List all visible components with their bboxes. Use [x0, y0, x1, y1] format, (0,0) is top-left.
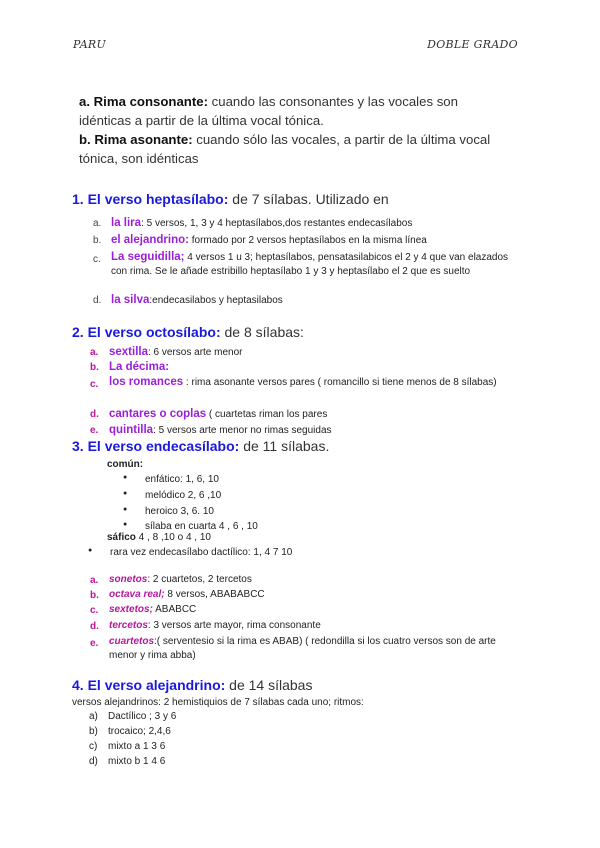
list-item: [93, 251, 521, 294]
item-marker: a.: [90, 347, 99, 358]
safico-label: sáfico: [107, 532, 136, 543]
item-text: :( serventesio si la rima es ABAB) ( redondilla si los cuatro versos son de arte menor y rima abba): [109, 636, 496, 661]
item-marker: c): [89, 741, 98, 752]
section-1-number: 1.: [72, 191, 84, 207]
list-item: [90, 408, 521, 424]
item-marker: c.: [90, 379, 99, 390]
item-marker: b.: [90, 362, 99, 373]
comun-item: ● sílaba en cuarta 4 , 6 , 10: [145, 521, 258, 532]
list-item: [89, 711, 408, 726]
item-keyword: quintilla: [109, 424, 154, 436]
item-text: mixto b 1 4 6: [108, 756, 166, 767]
item-text: : 3 versos arte mayor, rima consonante: [147, 620, 321, 631]
section-1-list: [93, 217, 521, 311]
section-4-list: [89, 711, 408, 771]
list-item: [90, 361, 521, 376]
item-marker: d.: [90, 409, 99, 420]
section-4-intro: versos alejandrinos: 2 hemistiquios de 7 sílabas cada uno; ritmos:: [72, 697, 364, 708]
comun-item: ● heroico 3, 6. 10: [145, 506, 214, 517]
item-marker: a.: [93, 218, 102, 229]
section-4-number: 4.: [72, 677, 84, 693]
list-item: [93, 217, 521, 234]
item-marker: b.: [93, 235, 102, 246]
rima-asonante-text: cuando sólo las vocales, a partir de la última vocal tónica, son idénticas: [79, 132, 491, 166]
header-right: DOBLE GRADO: [427, 38, 518, 51]
list-item: [89, 726, 408, 741]
item-text: : rima asonante versos pares ( romancillo si tiene menos de 8 sílabas): [183, 377, 497, 388]
comun-item: ● enfático: 1, 6, 10: [145, 474, 219, 485]
section-2-heading: [72, 324, 304, 340]
rima-consonante: [79, 92, 509, 130]
item-marker: e.: [90, 638, 99, 649]
item-marker: a): [89, 711, 98, 722]
item-keyword: sextilla: [109, 346, 148, 358]
item-text: mixto a 1 3 6: [108, 741, 166, 752]
section-3-title: El verso endecasílabo:: [87, 438, 240, 454]
comun-label: común:: [107, 459, 144, 470]
list-item: [90, 574, 521, 589]
item-marker: d.: [90, 621, 99, 632]
item-keyword: tercetos: [109, 620, 148, 631]
section-4-heading: [72, 677, 312, 693]
item-text: : 5 versos arte menor no rimas seguidas: [153, 425, 332, 436]
safico-line: [107, 532, 211, 543]
section-3-list: [90, 574, 521, 665]
section-4-title: El verso alejandrino:: [87, 677, 226, 693]
item-marker: d.: [93, 295, 102, 306]
rima-asonante-label: b. Rima asonante:: [79, 132, 193, 147]
item-marker: a.: [90, 575, 99, 586]
item-text: :endecasilabos y heptasilabos: [149, 295, 283, 306]
section-2-number: 2.: [72, 324, 84, 340]
item-text: ABABCC: [152, 604, 197, 615]
item-keyword: octava real;: [109, 589, 165, 600]
section-1-rest: de 7 sílabas. Utilizado en: [228, 191, 389, 207]
item-text: Dactílico ; 3 y 6: [108, 711, 177, 722]
item-keyword: el alejandrino:: [111, 234, 189, 246]
list-item: [90, 635, 521, 665]
list-item: [93, 234, 521, 251]
rima-asonante: [79, 130, 509, 168]
item-text: : 6 versos arte menor: [148, 347, 243, 358]
section-3-number: 3.: [72, 438, 84, 454]
item-keyword: la lira: [111, 217, 142, 229]
item-keyword: cuartetos: [109, 636, 155, 647]
item-keyword: La seguidilla;: [111, 251, 185, 263]
item-keyword: La décima:: [109, 361, 170, 373]
list-item: [90, 376, 521, 408]
comun-item: ● melódico 2, 6 ,10: [145, 490, 221, 501]
list-item: [90, 424, 521, 439]
item-marker: c.: [90, 605, 99, 616]
item-keyword: los romances: [109, 376, 184, 388]
item-keyword: sonetos: [109, 574, 148, 585]
list-item: [89, 741, 408, 756]
item-keyword: la silva: [111, 294, 150, 306]
item-text: : 2 cuartetos, 2 tercetos: [147, 574, 252, 585]
list-item: [90, 589, 521, 604]
section-2-rest: de 8 sílabas:: [220, 324, 304, 340]
list-item: [90, 620, 521, 635]
list-item: [93, 294, 521, 311]
rima-consonante-label: a. Rima consonante:: [79, 94, 208, 109]
section-3-rest: de 11 sílabas.: [239, 438, 330, 454]
item-text: trocaico; 2,4,6: [108, 726, 171, 737]
item-marker: d): [89, 756, 98, 767]
safico-text: 4 , 8 ,10 o 4 , 10: [135, 532, 211, 543]
section-1-heading: [72, 191, 389, 207]
item-text: 8 versos, ABABABCC: [164, 589, 265, 600]
item-text: ( cuartetas riman los pares: [206, 409, 328, 420]
section-1-title: El verso heptasílabo:: [87, 191, 229, 207]
item-keyword: cantares o coplas: [109, 408, 207, 420]
section-4-rest: de 14 sílabas: [225, 677, 313, 693]
section-3-heading: [72, 438, 329, 454]
item-text: : 5 versos, 1, 3 y 4 heptasílabos,dos restantes endecasílabos: [141, 218, 413, 229]
section-2-title: El verso octosílabo:: [87, 324, 221, 340]
item-text: 4 versos 1 u 3; heptasílabos, pensatasilabicos el 2 y 4 que van elazados con rima. Se le añade estribillo heptasílabo 1 y 3 y heptasílabo el 2 que es suelto: [111, 252, 509, 277]
header-left: PARU: [73, 38, 107, 51]
rara-vez-item: ● rara vez endecasílabo dactílico: 1, 4 7 10: [110, 547, 292, 558]
item-marker: c.: [93, 254, 101, 265]
list-item: [89, 756, 408, 771]
section-2-list: [90, 346, 521, 439]
item-text: formado por 2 versos heptasílabos en la misma línea: [188, 235, 427, 246]
item-marker: b): [89, 726, 98, 737]
list-item: [90, 604, 521, 620]
item-keyword: sextetos;: [109, 604, 153, 615]
intro-block: [79, 92, 509, 168]
item-marker: e.: [90, 425, 99, 436]
list-item: [90, 346, 521, 361]
item-marker: b.: [90, 590, 99, 601]
rima-consonante-text: cuando las consonantes y las vocales son idénticas a partir de la última vocal tónica.: [79, 94, 458, 128]
